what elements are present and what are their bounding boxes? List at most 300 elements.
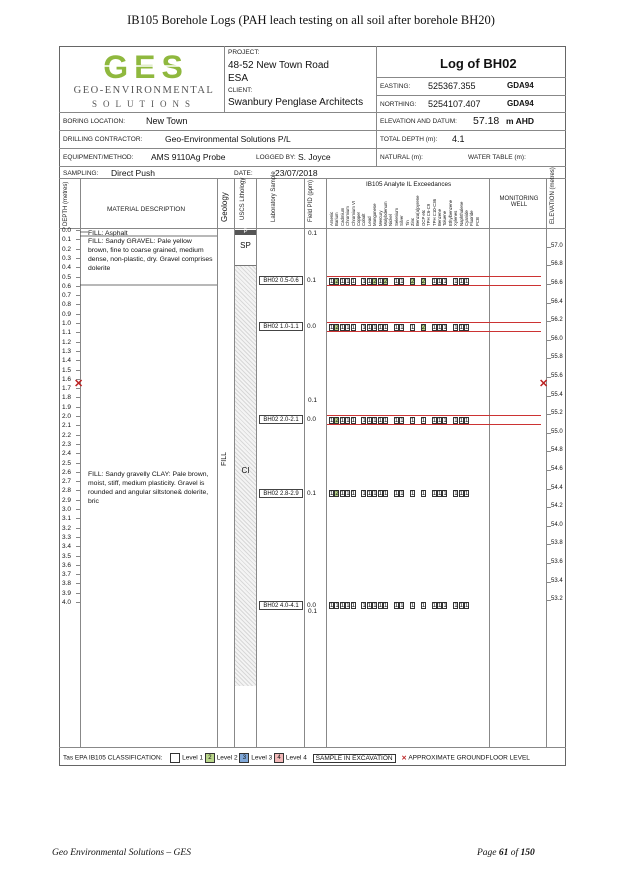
analyte-level: 1	[411, 491, 415, 498]
analyte-level: 1	[465, 491, 469, 498]
depth-tick-mark	[76, 481, 80, 482]
depth-tick: 2.2	[62, 431, 72, 439]
depth-tick: 2.3	[62, 440, 72, 448]
analyte-level: 1	[454, 603, 458, 609]
elevation-header: ELEVATION (metres)	[550, 167, 556, 224]
analyte-level: 1	[400, 278, 404, 285]
logo-line2: SOLUTIONS	[91, 99, 196, 109]
depth-tick: 2.5	[62, 459, 72, 467]
depth-tick-mark	[76, 574, 80, 575]
analyte-label: OCP etc	[420, 209, 426, 226]
lab-sample-id: BH02 4.0-4.1	[259, 601, 303, 610]
contractor-value: Geo-Environmental Solutions P/L	[165, 134, 291, 144]
analyte-level: 1	[384, 418, 388, 424]
analyte-label: Zinc	[410, 217, 415, 226]
analyte-level: 1	[432, 418, 436, 424]
depth-tick-mark	[76, 509, 80, 510]
depth-tick: 3.4	[62, 543, 72, 551]
log-title: Log of BH02	[440, 56, 517, 71]
page-title: IB105 Borehole Logs (PAH leach testing on all soil after borehole BH20)	[127, 13, 495, 27]
depth-tick-mark	[76, 528, 80, 529]
column-divider	[326, 178, 327, 747]
elevation-tick-mark	[546, 489, 551, 490]
depth-tick: 3.3	[62, 533, 72, 541]
depth-tick-mark	[76, 546, 80, 547]
analyte-level: 1	[432, 325, 436, 331]
depth-tick: 3.6	[62, 561, 72, 569]
analyte-level: 1	[421, 418, 426, 424]
elevation-tick: 55.2	[551, 410, 563, 417]
analyte-label: Copper	[356, 211, 361, 226]
depth-tick-mark	[76, 453, 80, 454]
analyte-level: 1	[367, 603, 372, 609]
uscs-sp: SP	[240, 241, 251, 250]
elevation-tick-mark	[546, 321, 551, 322]
elevation-tick-mark	[546, 544, 551, 545]
analyte-level: 1	[340, 278, 345, 285]
depth-tick: 1.2	[62, 338, 72, 346]
boring-value: New Town	[146, 116, 188, 126]
analyte-level: 2	[335, 278, 339, 285]
project-label: PROJECT:	[228, 49, 260, 56]
project-line2: ESA	[228, 73, 249, 84]
analyte-label: Benzene	[437, 209, 442, 226]
pid-reading: 0.0	[307, 323, 317, 330]
analyte-level: 1	[351, 325, 355, 331]
total-depth-label: TOTAL DEPTH (m):	[380, 136, 438, 143]
elevation-tick-mark	[546, 414, 551, 415]
analyte-label: TPH C10-C36	[431, 199, 437, 226]
logged-by-label: LOGGED BY:	[256, 154, 296, 161]
elevation-tick-mark	[546, 265, 551, 266]
boring-label: BORING LOCATION:	[63, 118, 125, 125]
analyte-level: 1	[465, 278, 469, 285]
legend-divider	[59, 747, 566, 748]
analyte-level: 1	[384, 603, 388, 609]
layer-clay: FILL: Sandy gravelly CLAY: Pale brown, moist, stiff, medium plasticity. Gravel is rounded and angular siltstone& dolerite, bric	[88, 471, 209, 505]
depth-tick-mark	[76, 360, 80, 361]
analyte-level: 1	[330, 491, 334, 498]
legend-level4: Level 4	[285, 754, 307, 762]
analyte-level: 1	[421, 603, 426, 609]
depth-tick: 0.4	[62, 264, 72, 272]
depth-tick: 2.7	[62, 478, 72, 486]
elevation-tick: 54.6	[551, 465, 563, 472]
analyte-level: 1	[443, 325, 447, 331]
geology-header: Geology	[220, 192, 229, 222]
analyte-level: 1	[394, 418, 399, 424]
analyte-row	[327, 601, 541, 611]
analyte-label: Lead	[366, 216, 372, 226]
elevation-unit: m AHD	[506, 116, 535, 126]
depth-tick: 3.8	[62, 580, 72, 588]
uscs-p: P	[243, 229, 248, 235]
elevation-tick: 57.0	[551, 242, 563, 249]
depth-tick: 0.6	[62, 282, 72, 290]
analyte-level: 1	[411, 325, 415, 331]
client-value: Swanbury Penglase Architects	[228, 97, 364, 108]
northing-label: NORTHING:	[380, 101, 417, 108]
elevation-tick: 55.6	[551, 372, 563, 379]
lithology-column	[235, 230, 256, 686]
depth-tick: 3.2	[62, 524, 72, 532]
analyte-label: Cadmium	[339, 207, 345, 226]
elevation-tick: 56.0	[551, 335, 563, 342]
logged-by-value: S. Joyce	[298, 152, 331, 162]
analyte-level: 1	[330, 278, 334, 285]
groundfloor-marker-right: ✕	[539, 378, 549, 390]
analyte-level: 1	[411, 603, 415, 609]
analyte-label: Cobalt	[361, 213, 367, 226]
analyte-level: 1	[346, 491, 350, 498]
elevation-tick: 56.6	[551, 279, 563, 286]
depth-tick: 1.3	[62, 347, 72, 355]
depth-tick-mark	[76, 314, 80, 315]
elevation-tick-mark	[546, 247, 551, 248]
header-divider	[59, 166, 566, 167]
legend-label: Tas EPA IB105 CLASSIFICATION:	[63, 754, 163, 762]
depth-tick: 2.0	[62, 413, 72, 420]
analyte-level: 1	[340, 603, 345, 609]
natural-label: NATURAL (m):	[380, 154, 423, 161]
analyte-level: 1	[340, 418, 345, 424]
analyte-level: 1	[411, 418, 415, 424]
depth-tick-mark	[76, 444, 80, 445]
elevation-tick-mark	[546, 526, 551, 527]
analyte-level: 1	[340, 491, 345, 498]
analyte-label: Fluoride	[469, 210, 475, 226]
depth-tick-mark	[76, 565, 80, 566]
analyte-level: 1	[362, 491, 366, 498]
analyte-level: 1	[443, 491, 447, 498]
column-divider	[304, 178, 305, 747]
depth-tick-mark	[76, 304, 80, 305]
analyte-level: 2	[411, 278, 415, 285]
elevation-tick-mark	[546, 340, 551, 341]
analyte-level: 1	[340, 325, 345, 331]
pid-header: Field PID (ppm)	[308, 179, 314, 222]
depth-tick-mark	[76, 332, 80, 333]
analyte-level: 1	[454, 278, 458, 285]
analyte-level: 1	[432, 603, 436, 609]
analyte-level: 1	[346, 325, 350, 331]
analyte-level: 1	[378, 603, 382, 609]
analyte-level: 1	[443, 278, 447, 285]
analyte-level: 1	[394, 325, 399, 331]
layer-sandy-gravel: FILL: Sandy GRAVEL: Pale yellow brown, fine to coarse grained, medium dense, non-plastic, dry. Gravel comprises dolerite	[88, 238, 213, 272]
footer-right	[477, 848, 535, 858]
depth-tick: 2.1	[62, 422, 72, 430]
depth-tick-mark	[76, 286, 80, 287]
total-depth-value: 4.1	[452, 134, 465, 144]
elevation-tick: 55.4	[551, 391, 563, 398]
analyte-level: 1	[438, 278, 442, 285]
analyte-level: 1	[459, 491, 463, 498]
analyte-label: Chromium	[345, 206, 351, 226]
analyte-level: 1	[394, 491, 399, 498]
layer-asphalt: FILL: Asphalt	[88, 230, 128, 237]
depth-tick: 1.9	[62, 403, 72, 411]
depth-tick-mark	[76, 425, 80, 426]
northing-datum: GDA94	[507, 99, 534, 108]
analyte-level: 1	[362, 278, 366, 285]
pid-reading: 0.0	[307, 602, 317, 609]
depth-tick-mark	[76, 602, 80, 603]
northing-value: 5254107.407	[428, 99, 481, 109]
analyte-level: 1	[438, 491, 442, 498]
analyte-level: 1	[330, 325, 334, 331]
footer-total: 150	[520, 848, 535, 858]
analyte-level: 1	[378, 491, 382, 498]
depth-tick: 2.6	[62, 468, 72, 476]
analyte-label: Molybdenum	[383, 201, 388, 226]
elevation-tick: 54.2	[551, 503, 563, 510]
analyte-level: 2	[335, 418, 339, 424]
elevation-tick: 56.2	[551, 317, 563, 324]
svg-text:GES: GES	[103, 52, 189, 82]
analyte-level: 1	[346, 418, 350, 424]
easting-label: EASTING:	[380, 83, 411, 90]
depth-tick: 0.0	[62, 227, 72, 234]
depth-tick: 0.9	[62, 310, 72, 318]
elevation-tick: 55.8	[551, 354, 563, 361]
analyte-level: 1	[454, 325, 458, 331]
analyte-level: 1	[362, 418, 366, 424]
elevation-tick: 53.2	[551, 596, 563, 603]
depth-tick: 1.0	[62, 320, 72, 327]
analyte-level: 2	[335, 325, 339, 331]
depth-tick-mark	[76, 556, 80, 557]
depth-tick-mark	[76, 249, 80, 250]
contractor-label: DRILLING CONTRACTOR:	[63, 136, 143, 143]
elevation-tick-mark	[546, 396, 551, 397]
depth-tick: 3.1	[62, 515, 72, 523]
depth-tick: 1.8	[62, 394, 72, 402]
header-divider	[376, 95, 566, 96]
pid-reading: 0.1	[308, 230, 318, 237]
analyte-level: 1	[384, 325, 388, 331]
pid-reading: 0.1	[307, 490, 317, 498]
depth-tick-mark	[76, 490, 80, 491]
equipment-value: AMS 9110Ag Probe	[151, 152, 226, 162]
analyte-level: 1	[459, 325, 463, 331]
lab-header: Laboratory Sample	[271, 171, 277, 222]
analyte-level: 1	[362, 325, 366, 331]
elevation-tick-mark	[546, 582, 551, 583]
lab-sample-id: BH02 2.0-2.1	[259, 415, 303, 424]
analyte-label: Selenium	[393, 208, 399, 226]
analyte-level: 1	[400, 603, 404, 609]
analyte-level: 1	[394, 603, 399, 609]
analyte-level: 1	[443, 418, 447, 424]
analyte-label: TPH C6-C9	[426, 203, 432, 226]
project-line1: 48-52 New Town Road	[228, 60, 329, 71]
depth-tick: 0.1	[62, 236, 72, 244]
elevation-tick-mark	[546, 358, 551, 359]
depth-tick: 1.6	[62, 375, 72, 383]
date-label: DATE:	[234, 170, 253, 177]
depth-tick: 1.4	[62, 357, 72, 365]
pid-reading: 0.1	[308, 608, 318, 615]
analyte-level: 1	[373, 491, 377, 498]
analyte-level: 1	[465, 418, 469, 424]
analyte-level: 1	[378, 418, 382, 424]
analyte-level: 2	[335, 491, 339, 498]
footer-page-prefix: Page	[477, 848, 499, 858]
analyte-header: IB105 Analyte IL Exceedances	[366, 181, 452, 188]
analyte-label: Toluene	[442, 210, 448, 226]
depth-tick-mark	[76, 500, 80, 501]
elevation-tick: 56.8	[551, 261, 563, 268]
depth-tick: 3.7	[62, 571, 72, 579]
analyte-level: 1	[443, 603, 447, 609]
analyte-level: 1	[432, 491, 436, 498]
analyte-level: 1	[400, 325, 404, 331]
depth-tick-mark	[76, 518, 80, 519]
column-divider	[256, 178, 257, 747]
analyte-level: 1	[454, 418, 458, 424]
analyte-level: 1	[438, 325, 442, 331]
depth-tick: 2.9	[62, 496, 72, 504]
elevation-tick-mark	[546, 470, 551, 471]
depth-tick: 3.5	[62, 552, 72, 560]
analyte-row	[327, 489, 541, 499]
depth-tick-mark	[76, 239, 80, 240]
depth-tick: 2.4	[62, 450, 72, 458]
depth-tick: 2.8	[62, 487, 72, 495]
analyte-level: 1	[400, 418, 404, 424]
analyte-level: 1	[367, 325, 372, 331]
material-header: MATERIAL DESCRIPTION	[107, 206, 186, 213]
analyte-level: 1	[438, 418, 442, 424]
analyte-level: 1	[346, 278, 350, 285]
client-label: CLIENT:	[228, 87, 253, 94]
well-header: MONITORING WELL	[499, 196, 539, 208]
analyte-level: 1	[459, 278, 463, 285]
depth-tick-mark	[76, 267, 80, 268]
legend-x-icon: ✕	[401, 754, 407, 762]
elevation-tick-mark	[546, 563, 551, 564]
header-divider	[376, 46, 377, 166]
depth-tick-mark	[76, 463, 80, 464]
analyte-level: 1	[465, 325, 469, 331]
depth-tick: 1.5	[62, 366, 72, 374]
analyte-level: 2	[384, 278, 388, 285]
analyte-level: 1	[351, 278, 355, 285]
geology-fill: FILL	[221, 451, 228, 466]
analyte-level: 1	[400, 491, 404, 498]
legend	[63, 753, 530, 763]
analyte-level: 1	[362, 603, 366, 609]
analyte-label: Nickel	[388, 214, 394, 226]
depth-tick-mark	[76, 351, 80, 352]
pid-reading: 0.0	[307, 416, 317, 423]
legend-level2: Level 2	[216, 754, 238, 762]
header-divider	[59, 148, 566, 149]
depth-tick: 0.2	[62, 245, 72, 253]
elevation-value: 57.18	[473, 115, 500, 127]
header-divider	[59, 112, 566, 113]
analyte-row	[327, 415, 541, 425]
header-divider	[59, 130, 566, 131]
depth-tick: 1.7	[62, 385, 72, 393]
lab-sample-id: BH02 0.5-0.6	[259, 276, 303, 285]
analyte-level: 1	[367, 418, 372, 424]
legend-ground: APPROXIMATE GROUNDFLOOR LEVEL	[408, 754, 530, 762]
analyte-level: 2	[421, 325, 426, 331]
depth-tick-mark	[76, 370, 80, 371]
depth-tick-mark	[76, 258, 80, 259]
depth-tick-mark	[76, 277, 80, 278]
depth-tick: 1.1	[62, 329, 72, 337]
ges-logo	[86, 52, 206, 82]
elevation-tick: 54.0	[551, 521, 563, 528]
legend-level3: Level 3	[251, 754, 273, 762]
depth-tick: 0.8	[62, 301, 72, 309]
depth-tick-mark	[76, 407, 80, 408]
depth-tick: 3.0	[62, 506, 72, 513]
depth-tick-mark	[76, 416, 80, 417]
legend-sample: SAMPLE IN EXCAVATION	[313, 754, 396, 763]
elevation-label: ELEVATION AND DATUM:	[380, 118, 457, 125]
logo-line1: GEO-ENVIRONMENTAL	[73, 85, 215, 96]
analyte-level: 2	[373, 278, 377, 285]
depth-tick: 0.3	[62, 254, 72, 262]
analyte-level: 1	[432, 278, 436, 285]
elevation-tick: 53.6	[551, 558, 563, 565]
analyte-label: Chromium VI	[350, 200, 356, 226]
analyte-level: 1	[465, 603, 469, 609]
analyte-level: 1	[378, 278, 382, 285]
analyte-level: 1	[454, 491, 458, 498]
sampling-label: SAMPLING:	[63, 170, 99, 177]
analyte-label: Mercury	[377, 210, 383, 226]
depth-tick-mark	[76, 435, 80, 436]
date-value: 23/07/2018	[275, 168, 318, 178]
easting-datum: GDA94	[507, 81, 534, 90]
footer-page: 61	[498, 848, 509, 858]
elevation-tick: 55.0	[551, 428, 563, 435]
analyte-label: Silver	[399, 215, 405, 226]
legend-level3-swatch: 3	[239, 753, 249, 763]
analyte-level: 1	[351, 418, 355, 424]
analyte-label: Benzo(a)pyrene	[415, 195, 421, 226]
analyte-level: 1	[384, 491, 388, 498]
depth-tick-mark	[76, 397, 80, 398]
uscs-header: USCS Lithology	[240, 177, 246, 220]
elevation-tick-mark	[546, 600, 551, 601]
elevation-tick-mark	[546, 451, 551, 452]
pid-reading: 0.1	[307, 276, 317, 284]
footer-left: Geo Environmental Solutions – GES	[52, 848, 191, 858]
analyte-label: Arsenic	[329, 211, 334, 226]
analyte-row	[327, 276, 541, 286]
elevation-tick-mark	[546, 303, 551, 304]
sampling-value: Direct Push	[111, 168, 155, 178]
analyte-label: Ethylbenzene	[447, 199, 453, 226]
analyte-level: 1	[394, 278, 399, 285]
legend-level1: Level 1	[182, 754, 204, 762]
column-divider	[546, 178, 547, 747]
analyte-label: PCB	[474, 217, 480, 226]
column-divider	[489, 178, 490, 747]
legend-level4-swatch: 4	[274, 753, 284, 763]
easting-value: 525367.355	[428, 81, 476, 91]
analyte-label: Naphthalene	[458, 201, 464, 226]
lab-sample-id: BH02 1.0-1.1	[259, 322, 303, 331]
depth-tick-mark	[76, 230, 80, 231]
elevation-tick: 56.4	[551, 298, 563, 305]
